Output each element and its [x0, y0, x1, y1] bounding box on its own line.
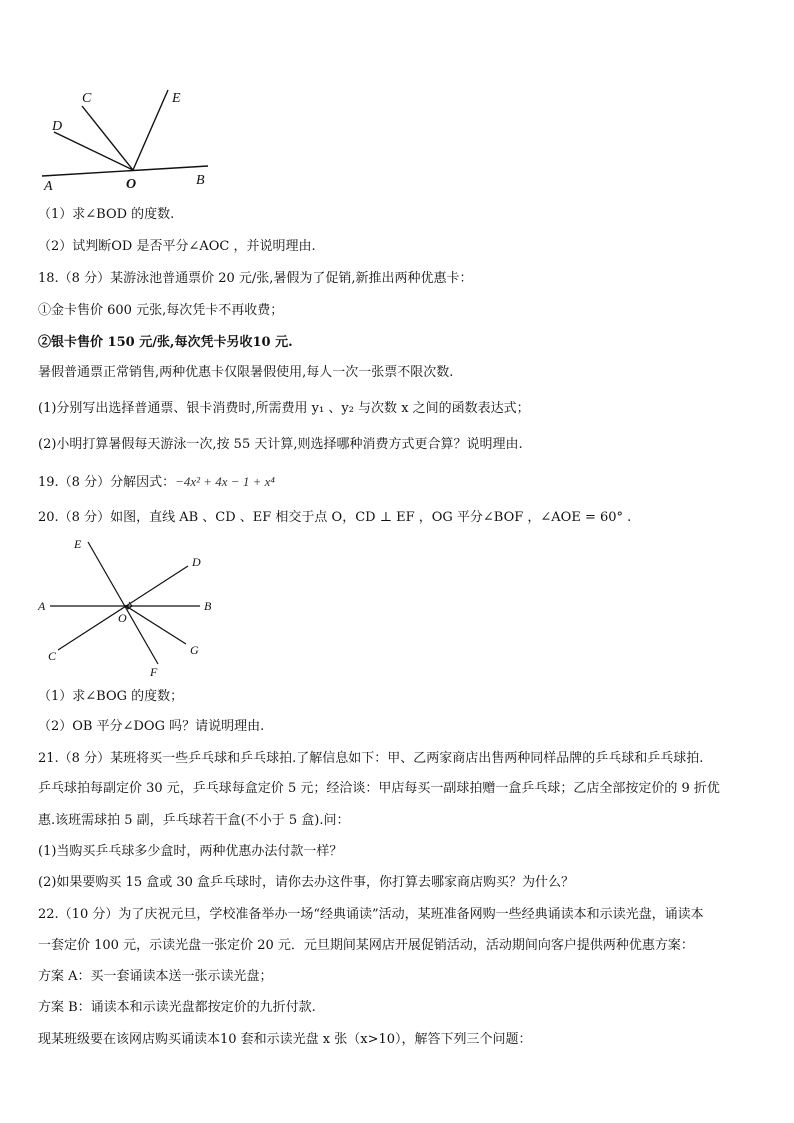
figure-intersecting-lines — [36, 536, 222, 680]
label-o: O — [118, 611, 127, 625]
q21-sub2: (2)如果要购买 15 盒或 30 盒乒乓球时，请你去办这件事，你打算去哪家商店购买？为什么？ — [38, 875, 575, 890]
label-c: C — [48, 649, 57, 663]
label-o: O — [126, 177, 137, 192]
q18-note: 暑假普通票正常销售,两种优惠卡仅限暑假使用,每人一次一张票不限次数. — [38, 365, 454, 380]
q19 — [38, 473, 275, 492]
q22-line-3: 现某班级要在该网店购买诵读本10 套和示读光盘 x 张（x>10），解答下列三个问题： — [38, 1032, 532, 1047]
q22-line-2: 一套定价 100 元，示读光盘一张定价 20 元．元旦期间某网店开展促销活动，活动期间向客户提供两种优惠方案： — [38, 938, 694, 953]
q20-intro: 20.（8 分）如图，直线 AB 、CD 、EF 相交于点 O，CD ⊥ EF ，OG 平分∠BOF ，∠AOE = 60° . — [38, 510, 632, 525]
label-a: A — [44, 179, 53, 192]
q18-option-1: ①金卡售价 600 元张,每次凭卡不再收费； — [38, 303, 284, 318]
line-ef — [88, 542, 158, 664]
q22-plan-a: 方案 A：买一套诵读本送一张示读光盘； — [38, 969, 273, 984]
q21-sub1: (1)当购买乒乓球多少盒时，两种优惠办法付款一样？ — [38, 844, 343, 859]
q21-line-1: 21.（8 分）某班将买一些乒乓球和乒乓球拍.了解信息如下：甲、乙两家商店出售两种同样品牌的乒乓球和乒乓球拍. — [38, 751, 704, 766]
label-b: B — [204, 599, 212, 613]
q17-sub1: （1）求∠BOD 的度数. — [38, 207, 175, 222]
q19-expression: −4x² + 4x − 1 + x⁴ — [175, 474, 275, 489]
q22-line-1: 22.（10 分）为了庆祝元旦，学校准备举办一场“经典诵读”活动，某班准备网购一些经典诵读本和示读光盘，诵读本 — [38, 907, 704, 922]
q20-sub2: （2）OB 平分∠DOG 吗？请说明理由. — [38, 719, 265, 734]
q18-intro: 18.（8 分）某游泳池普通票价 20 元/张,暑假为了促销,新推出两种优惠卡： — [38, 271, 473, 286]
q22-plan-b: 方案 B：诵读本和示读光盘都按定价的九折付款. — [38, 1000, 316, 1015]
label-f: F — [150, 665, 158, 679]
figure-angle-bod — [38, 84, 218, 192]
label-b: B — [196, 173, 205, 188]
label-e: E — [74, 537, 82, 551]
label-a: A — [38, 599, 46, 613]
q18-option-2: ②银卡售价 150 元/张,每次凭卡另收10 元. — [38, 335, 293, 350]
label-e: E — [172, 91, 181, 106]
line-ab — [42, 166, 208, 176]
q19-text: 19.（8 分）分解因式： — [38, 475, 176, 490]
label-d: D — [192, 555, 201, 569]
label-g: G — [190, 643, 199, 657]
ray-oc — [82, 106, 133, 170]
q21-line-2: 乒乓球拍每副定价 30 元，乒乓球每盒定价 5 元；经洽谈：甲店每买一副球拍赠一盒乒乓球；乙店全部按定价的 9 折优 — [38, 781, 720, 796]
q21-line-3: 惠.该班需球拍 5 副，乒乓球若干盒(不小于 5 盒).问： — [38, 813, 350, 828]
q17-sub2: （2）试判断OD 是否平分∠AOC ，并说明理由. — [38, 239, 316, 254]
ray-od — [54, 132, 133, 170]
label-d: D — [52, 119, 63, 134]
q18-sub1: (1)分别写出选择普通票、银卡消费时,所需费用 y₁ 、y₂ 与次数 x 之间的函数表达式； — [38, 401, 530, 416]
q20-sub1: （1）求∠BOG 的度数； — [38, 689, 184, 704]
ray-oe — [133, 90, 168, 170]
label-c: C — [82, 91, 92, 106]
line-cd — [58, 566, 188, 650]
q18-sub2: (2)小明打算暑假每天游泳一次,按 55 天计算,则选择哪种消费方式更合算？说明理由. — [38, 437, 523, 452]
